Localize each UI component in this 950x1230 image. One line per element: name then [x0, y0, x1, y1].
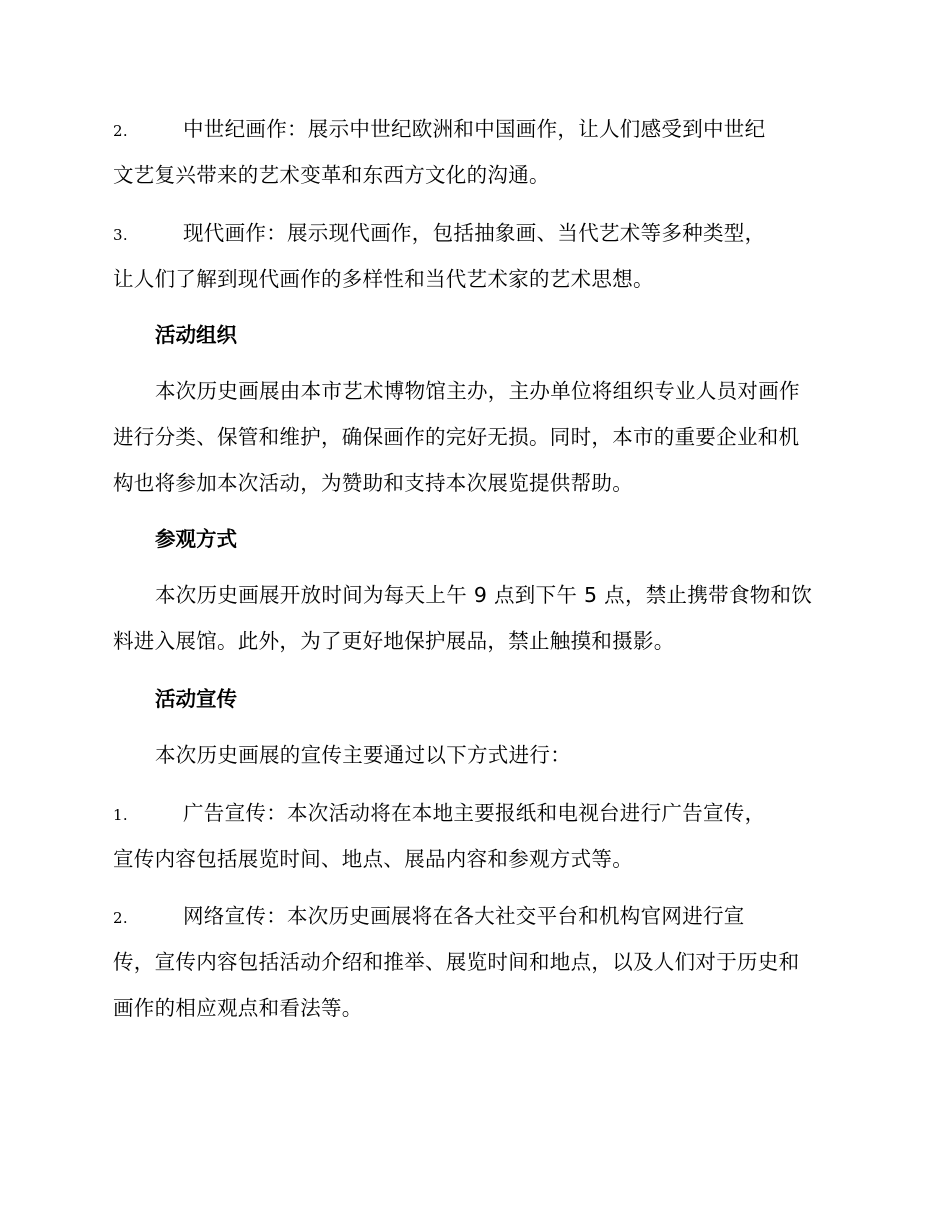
list-number: 2.	[113, 122, 128, 140]
list-item-first-line	[71, 210, 835, 256]
list-item-text: 网络宣传：本次历史画展将在各大社交平台和机构官网进行宣	[183, 904, 745, 928]
list-item-first-line	[71, 893, 835, 939]
list-number: 1.	[113, 806, 128, 824]
paragraph-visit	[113, 572, 835, 664]
list-item-text: 中世纪画作：展示中世纪欧洲和中国画作，让人们感受到中世纪	[183, 117, 766, 141]
section-heading-visit: 参观方式	[155, 527, 237, 551]
section-heading-organization: 活动组织	[155, 323, 237, 347]
list-item-advertising	[113, 790, 835, 882]
list-item-first-line	[71, 790, 835, 836]
list-item-medieval	[113, 106, 835, 198]
list-item-first-line	[71, 106, 835, 152]
list-item-continuation: 画作的相应观点和看法等。	[113, 996, 363, 1020]
paragraph-line: 本次历史画展由本市艺术博物馆主办，主办单位将组织专业人员对画作	[155, 379, 800, 403]
list-item-modern	[113, 210, 835, 302]
paragraph-line: 本次历史画展的宣传主要通过以下方式进行：	[155, 743, 571, 767]
paragraph-line: 进行分类、保管和维护，确保画作的完好无损。同时，本市的重要企业和机	[113, 425, 800, 449]
section-heading-promotion: 活动宣传	[155, 687, 237, 711]
paragraph-line: 构也将参加本次活动，为赞助和支持本次展览提供帮助。	[113, 471, 633, 495]
list-item-text: 广告宣传：本次活动将在本地主要报纸和电视台进行广告宣传，	[183, 801, 766, 825]
paragraph-promotion-intro	[113, 732, 835, 778]
paragraph-line: 料进入展馆。此外，为了更好地保护展品，禁止触摸和摄影。	[113, 629, 675, 653]
list-item-text: 现代画作：展示现代画作，包括抽象画、当代艺术等多种类型，	[183, 221, 766, 245]
list-item-continuation: 传，宣传内容包括活动介绍和推举、展览时间和地点，以及人们对于历史和	[113, 950, 800, 974]
list-item-continuation: 宣传内容包括展览时间、地点、展品内容和参观方式等。	[113, 847, 633, 871]
list-item-continuation: 文艺复兴带来的艺术变革和东西方文化的沟通。	[113, 163, 550, 187]
paragraph-organization	[113, 368, 835, 506]
list-item-continuation: 让人们了解到现代画作的多样性和当代艺术家的艺术思想。	[113, 267, 654, 291]
paragraph-line: 本次历史画展开放时间为每天上午 9 点到下午 5 点，禁止携带食物和饮	[155, 583, 813, 607]
list-number: 3.	[113, 226, 128, 244]
list-item-online	[113, 893, 835, 1031]
list-number: 2.	[113, 909, 128, 927]
